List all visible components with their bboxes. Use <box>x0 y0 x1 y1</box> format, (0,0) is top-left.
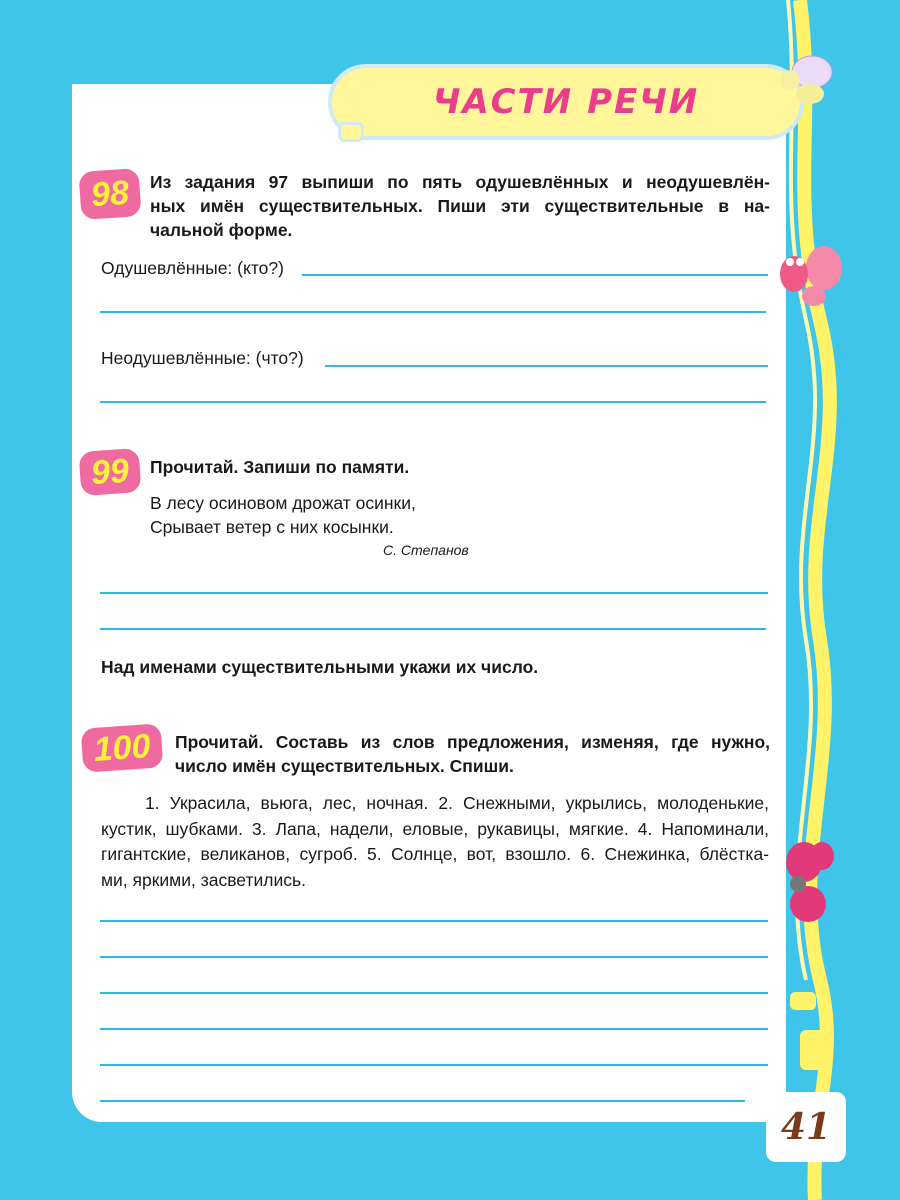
animate-label: Одушевлённые: (кто?) <box>101 258 284 278</box>
answer-line[interactable] <box>302 274 768 276</box>
text-line: ми, яркими, засветились. <box>101 869 306 890</box>
butterfly-icon <box>770 50 840 110</box>
title-banner <box>328 64 804 140</box>
banner-tab <box>338 122 364 142</box>
poem-author: С. Степанов <box>383 542 469 558</box>
inanimate-label: Неодушевлённые: (что?) <box>101 348 304 368</box>
answer-line[interactable] <box>100 628 766 630</box>
text-line: 1. Украсила, вьюга, лес, ночная. 2. Снежными, укрылись, молоденькие, <box>145 793 769 813</box>
exercise-98-task <box>150 170 770 242</box>
exercise-100-task <box>175 730 770 778</box>
butterfly-icon <box>776 240 846 310</box>
task-line: число имён существительных. Спиши. <box>175 756 514 776</box>
butterfly-icon <box>774 838 844 928</box>
task-line: Из задания 97 выпиши по пять одушевлённых и неодушевлён- <box>150 172 770 192</box>
exercise-100-text <box>101 791 769 893</box>
task-line: чальной форме. <box>150 220 293 240</box>
answer-line[interactable] <box>100 1064 768 1066</box>
answer-line[interactable] <box>100 956 768 958</box>
answer-line[interactable] <box>100 992 768 994</box>
page-number: 41 <box>766 1092 846 1162</box>
poem-line: В лесу осиновом дрожат осинки, <box>150 493 416 513</box>
answer-line[interactable] <box>100 401 766 403</box>
exercise-number-badge: 100 <box>81 723 164 772</box>
task-line: ных имён существительных. Пиши эти существительные в на- <box>150 196 770 216</box>
text-line: кустик, шубками. 3. Лапа, надели, еловые, рукавицы, мягкие. 4. Напоминали, <box>101 818 769 839</box>
answer-line[interactable] <box>325 365 768 367</box>
answer-line[interactable] <box>100 1028 768 1030</box>
answer-line[interactable] <box>100 920 768 922</box>
answer-line[interactable] <box>100 592 768 594</box>
poem-line: Срывает ветер с них косынки. <box>150 517 394 537</box>
answer-line[interactable] <box>100 311 766 313</box>
page-title: ЧАСТИ РЕЧИ <box>432 82 700 122</box>
text-line: гигантские, великанов, сугроб. 5. Солнце, вот, взошло. 6. Снежинка, блёстка- <box>101 844 769 864</box>
exercise-number-badge: 98 <box>78 168 141 220</box>
exercise-number-badge: 99 <box>79 448 142 496</box>
exercise-99-extra-task: Над именами существительными укажи их число. <box>101 657 539 677</box>
task-line: Прочитай. Составь из слов предложения, изменяя, где нужно, <box>175 732 770 752</box>
answer-line[interactable] <box>100 1100 745 1102</box>
exercise-99-task: Прочитай. Запиши по памяти. <box>150 457 410 477</box>
